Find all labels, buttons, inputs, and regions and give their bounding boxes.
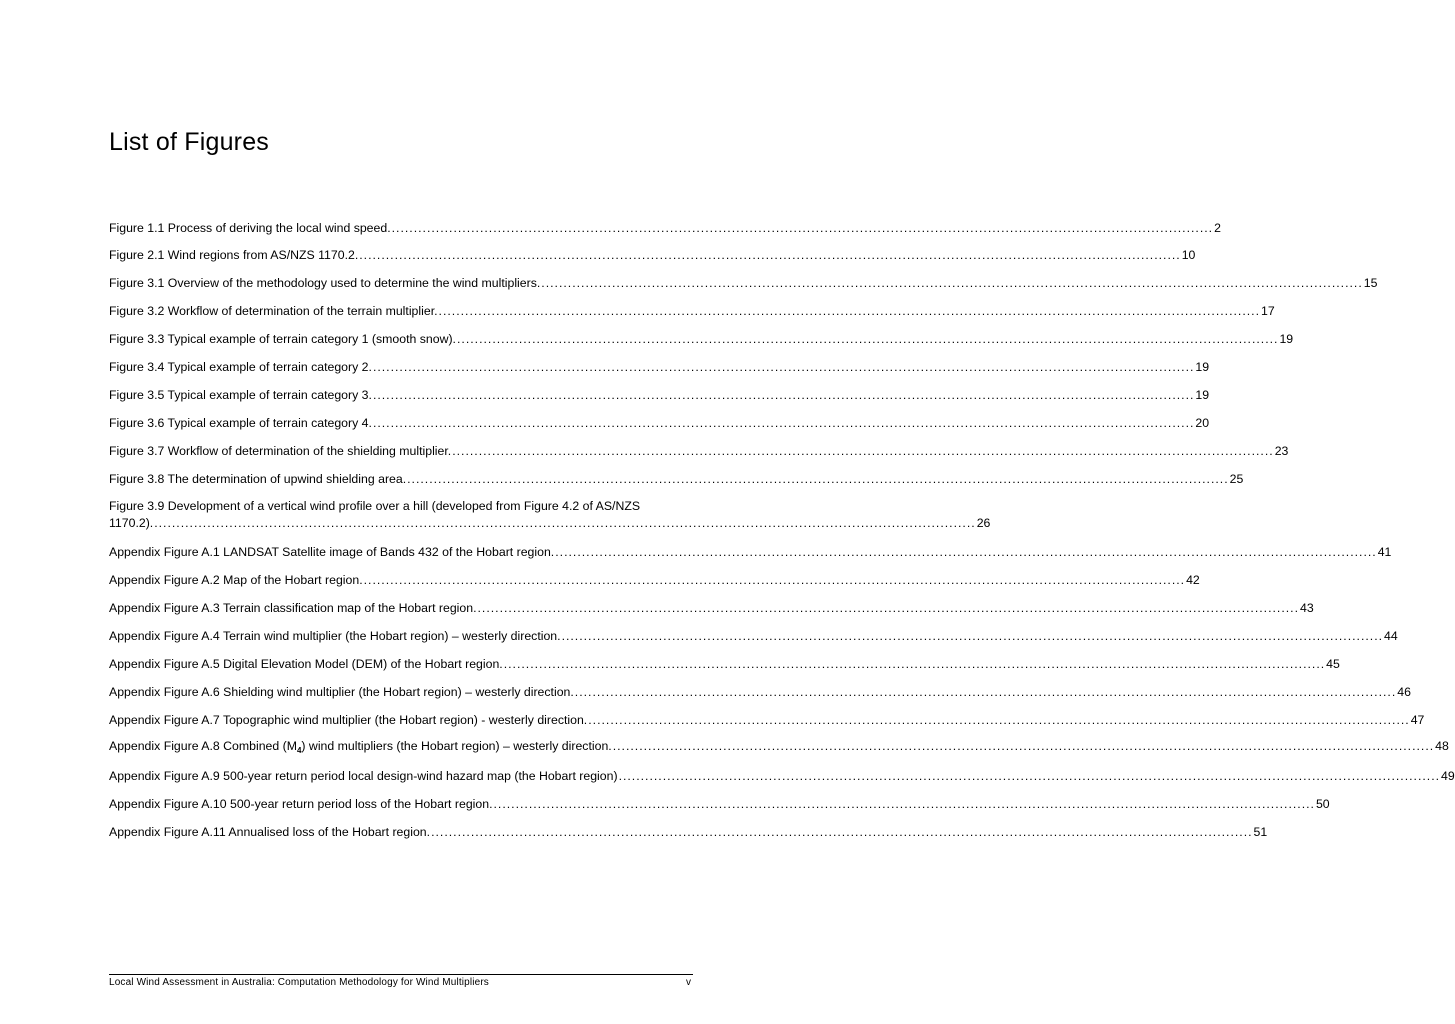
leader-dots: .......................................................................................................................................................................................... xyxy=(541,276,1363,290)
leader-dots: .......................................................................................................................................................................................... xyxy=(477,601,1299,615)
toc-entry-page: 19 xyxy=(1195,388,1210,402)
toc-entry-label: Figure 2.1 Wind regions from AS/NZS 1170.2. xyxy=(109,248,359,262)
leader-dots: .......................................................................................................................................................................................... xyxy=(493,797,1315,811)
toc-entry-page: 44 xyxy=(1384,629,1398,643)
toc-entry[interactable] xyxy=(109,656,1340,673)
multiplier-subscript: 4 xyxy=(296,746,302,755)
toc-entry-page: 41 xyxy=(1377,545,1392,559)
toc-entry-label: Appendix Figure A.4 Terrain wind multiplier (the Hobart region) – westerly direction. xyxy=(109,629,561,643)
leader-dots: .......................................................................................................................................................................................... xyxy=(372,388,1195,402)
toc-entry[interactable] xyxy=(109,796,1330,813)
toc-entry[interactable] xyxy=(109,220,1221,237)
toc-entry[interactable] xyxy=(109,247,1196,264)
toc-entry-label: Figure 3.1 Overview of the methodology used to determine the wind multipliers. xyxy=(109,276,541,290)
toc-entry-page: 19 xyxy=(1279,332,1294,346)
toc-entry-label: Figure 3.8 The determination of upwind shielding area. xyxy=(109,472,407,486)
toc-entry-page: 42 xyxy=(1186,573,1200,587)
toc-entry-page: 17 xyxy=(1261,304,1275,318)
toc-entry[interactable] xyxy=(109,303,1275,320)
toc-entry-page: 51 xyxy=(1253,825,1268,839)
toc-entry-label: Appendix Figure A.1 LANDSAT Satellite image of Bands 432 of the Hobart region. xyxy=(109,545,555,559)
toc-entry-label-pre: Appendix Figure A.8 Combined (M xyxy=(109,739,297,753)
toc-entry-page: 43 xyxy=(1299,601,1314,615)
toc-entry-page: 46 xyxy=(1397,685,1411,699)
toc-entry-page: 48 xyxy=(1435,739,1449,753)
leader-dots: .......................................................................................................................................................................................... xyxy=(612,739,1435,753)
toc-entry[interactable] xyxy=(109,712,1425,729)
toc-entry-label xyxy=(109,738,612,759)
toc-entry[interactable] xyxy=(109,572,1200,589)
toc-entry-page: 26 xyxy=(976,516,991,530)
leader-dots: .......................................................................................................................................................................................... xyxy=(452,444,1274,458)
leader-dots: .......................................................................................................................................................................................... xyxy=(618,769,1441,783)
toc-entry-page: 45 xyxy=(1326,657,1340,671)
toc-entry-label: Figure 3.9 Development of a vertical wind profile over a hill (developed from Figure 4.2 of AS/NZS xyxy=(109,499,641,513)
toc-entry[interactable] xyxy=(109,628,1398,645)
leader-dots: .......................................................................................................................................................................................... xyxy=(431,825,1253,839)
toc-entry-label: Appendix Figure A.11 Annualised loss of the Hobart region. xyxy=(109,825,431,839)
leader-dots: .......................................................................................................................................................................................... xyxy=(561,629,1384,643)
toc-entry[interactable] xyxy=(109,471,1244,488)
toc-entry-label: Figure 3.4 Typical example of terrain category 2. xyxy=(109,360,372,374)
leader-dots: .......................................................................................................................................................................................... xyxy=(503,657,1326,671)
toc-entry[interactable] xyxy=(109,275,1378,292)
toc-entry-page: 23 xyxy=(1274,444,1289,458)
toc-entry-page: 50 xyxy=(1315,797,1330,811)
toc-entry[interactable] xyxy=(109,768,1455,785)
toc-entry-label: Figure 1.1 Process of deriving the local wind speed. xyxy=(109,221,391,235)
leader-dots: .......................................................................................................................................................................................... xyxy=(372,360,1195,374)
toc-entry[interactable] xyxy=(109,738,1449,759)
toc-entry-label: Appendix Figure A.7 Topographic wind multiplier (the Hobart region) - westerly direction. xyxy=(109,713,588,727)
leader-dots: .......................................................................................................................................................................................... xyxy=(588,713,1410,727)
toc-entry[interactable] xyxy=(109,684,1411,701)
toc-entry-label-post: ) wind multipliers (the Hobart region) – westerly direction. xyxy=(301,739,612,753)
leader-dots: .......................................................................................................................................................................................... xyxy=(154,516,976,530)
toc-entry-page: 20 xyxy=(1195,416,1210,430)
toc-entry[interactable] xyxy=(109,443,1289,460)
toc-entry-label: Appendix Figure A.10 500-year return period loss of the Hobart region. xyxy=(109,797,493,811)
toc-entry-page: 10 xyxy=(1181,248,1196,262)
leader-dots: .......................................................................................................................................................................................... xyxy=(363,573,1186,587)
toc-entry-label: Appendix Figure A.5 Digital Elevation Model (DEM) of the Hobart region. xyxy=(109,657,503,671)
toc-entry[interactable] xyxy=(109,600,1314,617)
toc-entry[interactable] xyxy=(109,498,991,532)
leader-dots: .......................................................................................................................................................................................... xyxy=(359,248,1181,262)
leader-dots: .......................................................................................................................................................................................... xyxy=(391,221,1214,235)
toc-entry-label-continued: 1170.2). xyxy=(109,516,154,530)
toc-entry-page: 49 xyxy=(1441,769,1455,783)
toc-entry-page: 15 xyxy=(1363,276,1378,290)
leader-dots: .......................................................................................................................................................................................... xyxy=(555,545,1377,559)
toc-entry-page: 47 xyxy=(1410,713,1425,727)
leader-dots: .......................................................................................................................................................................................... xyxy=(438,304,1260,318)
toc-entry-page: 25 xyxy=(1229,472,1244,486)
toc-entry[interactable] xyxy=(109,544,1392,561)
toc-entry-label: Appendix Figure A.2 Map of the Hobart region. xyxy=(109,573,363,587)
toc-entry-label: Appendix Figure A.6 Shielding wind multiplier (the Hobart region) – westerly direction. xyxy=(109,685,574,699)
leader-dots: .......................................................................................................................................................................................... xyxy=(574,685,1397,699)
toc-entry-label: Figure 3.6 Typical example of terrain category 4. xyxy=(109,416,372,430)
leader-dots: .......................................................................................................................................................................................... xyxy=(407,472,1229,486)
toc-entry-page: 2 xyxy=(1214,221,1221,235)
footer-divider xyxy=(109,974,693,975)
toc-entry-label: Figure 3.7 Workflow of determination of the shielding multiplier. xyxy=(109,444,452,458)
footer-page-number: v xyxy=(686,977,691,988)
toc-entry-label: Figure 3.5 Typical example of terrain category 3. xyxy=(109,388,372,402)
toc-entry[interactable] xyxy=(109,415,1210,432)
toc-entry-label: Appendix Figure A.3 Terrain classification map of the Hobart region. xyxy=(109,601,477,615)
page-title: List of Figures xyxy=(109,128,270,156)
leader-dots: .......................................................................................................................................................................................... xyxy=(456,332,1279,346)
toc-entry-label: Figure 3.3 Typical example of terrain category 1 (smooth snow). xyxy=(109,332,456,346)
footer-title: Local Wind Assessment in Australia: Computation Methodology for Wind Multipliers xyxy=(109,977,489,988)
toc-entry[interactable] xyxy=(109,331,1294,348)
toc-entry[interactable] xyxy=(109,824,1268,841)
toc-entry[interactable] xyxy=(109,359,1210,376)
leader-dots: .......................................................................................................................................................................................... xyxy=(372,416,1195,430)
toc-entry-label: Appendix Figure A.9 500-year return period local design-wind hazard map (the Hobart region) xyxy=(109,769,618,783)
toc-entry-page: 19 xyxy=(1195,360,1210,374)
toc-entry[interactable] xyxy=(109,387,1210,404)
toc-entry-label: Figure 3.2 Workflow of determination of the terrain multiplier. xyxy=(109,304,438,318)
